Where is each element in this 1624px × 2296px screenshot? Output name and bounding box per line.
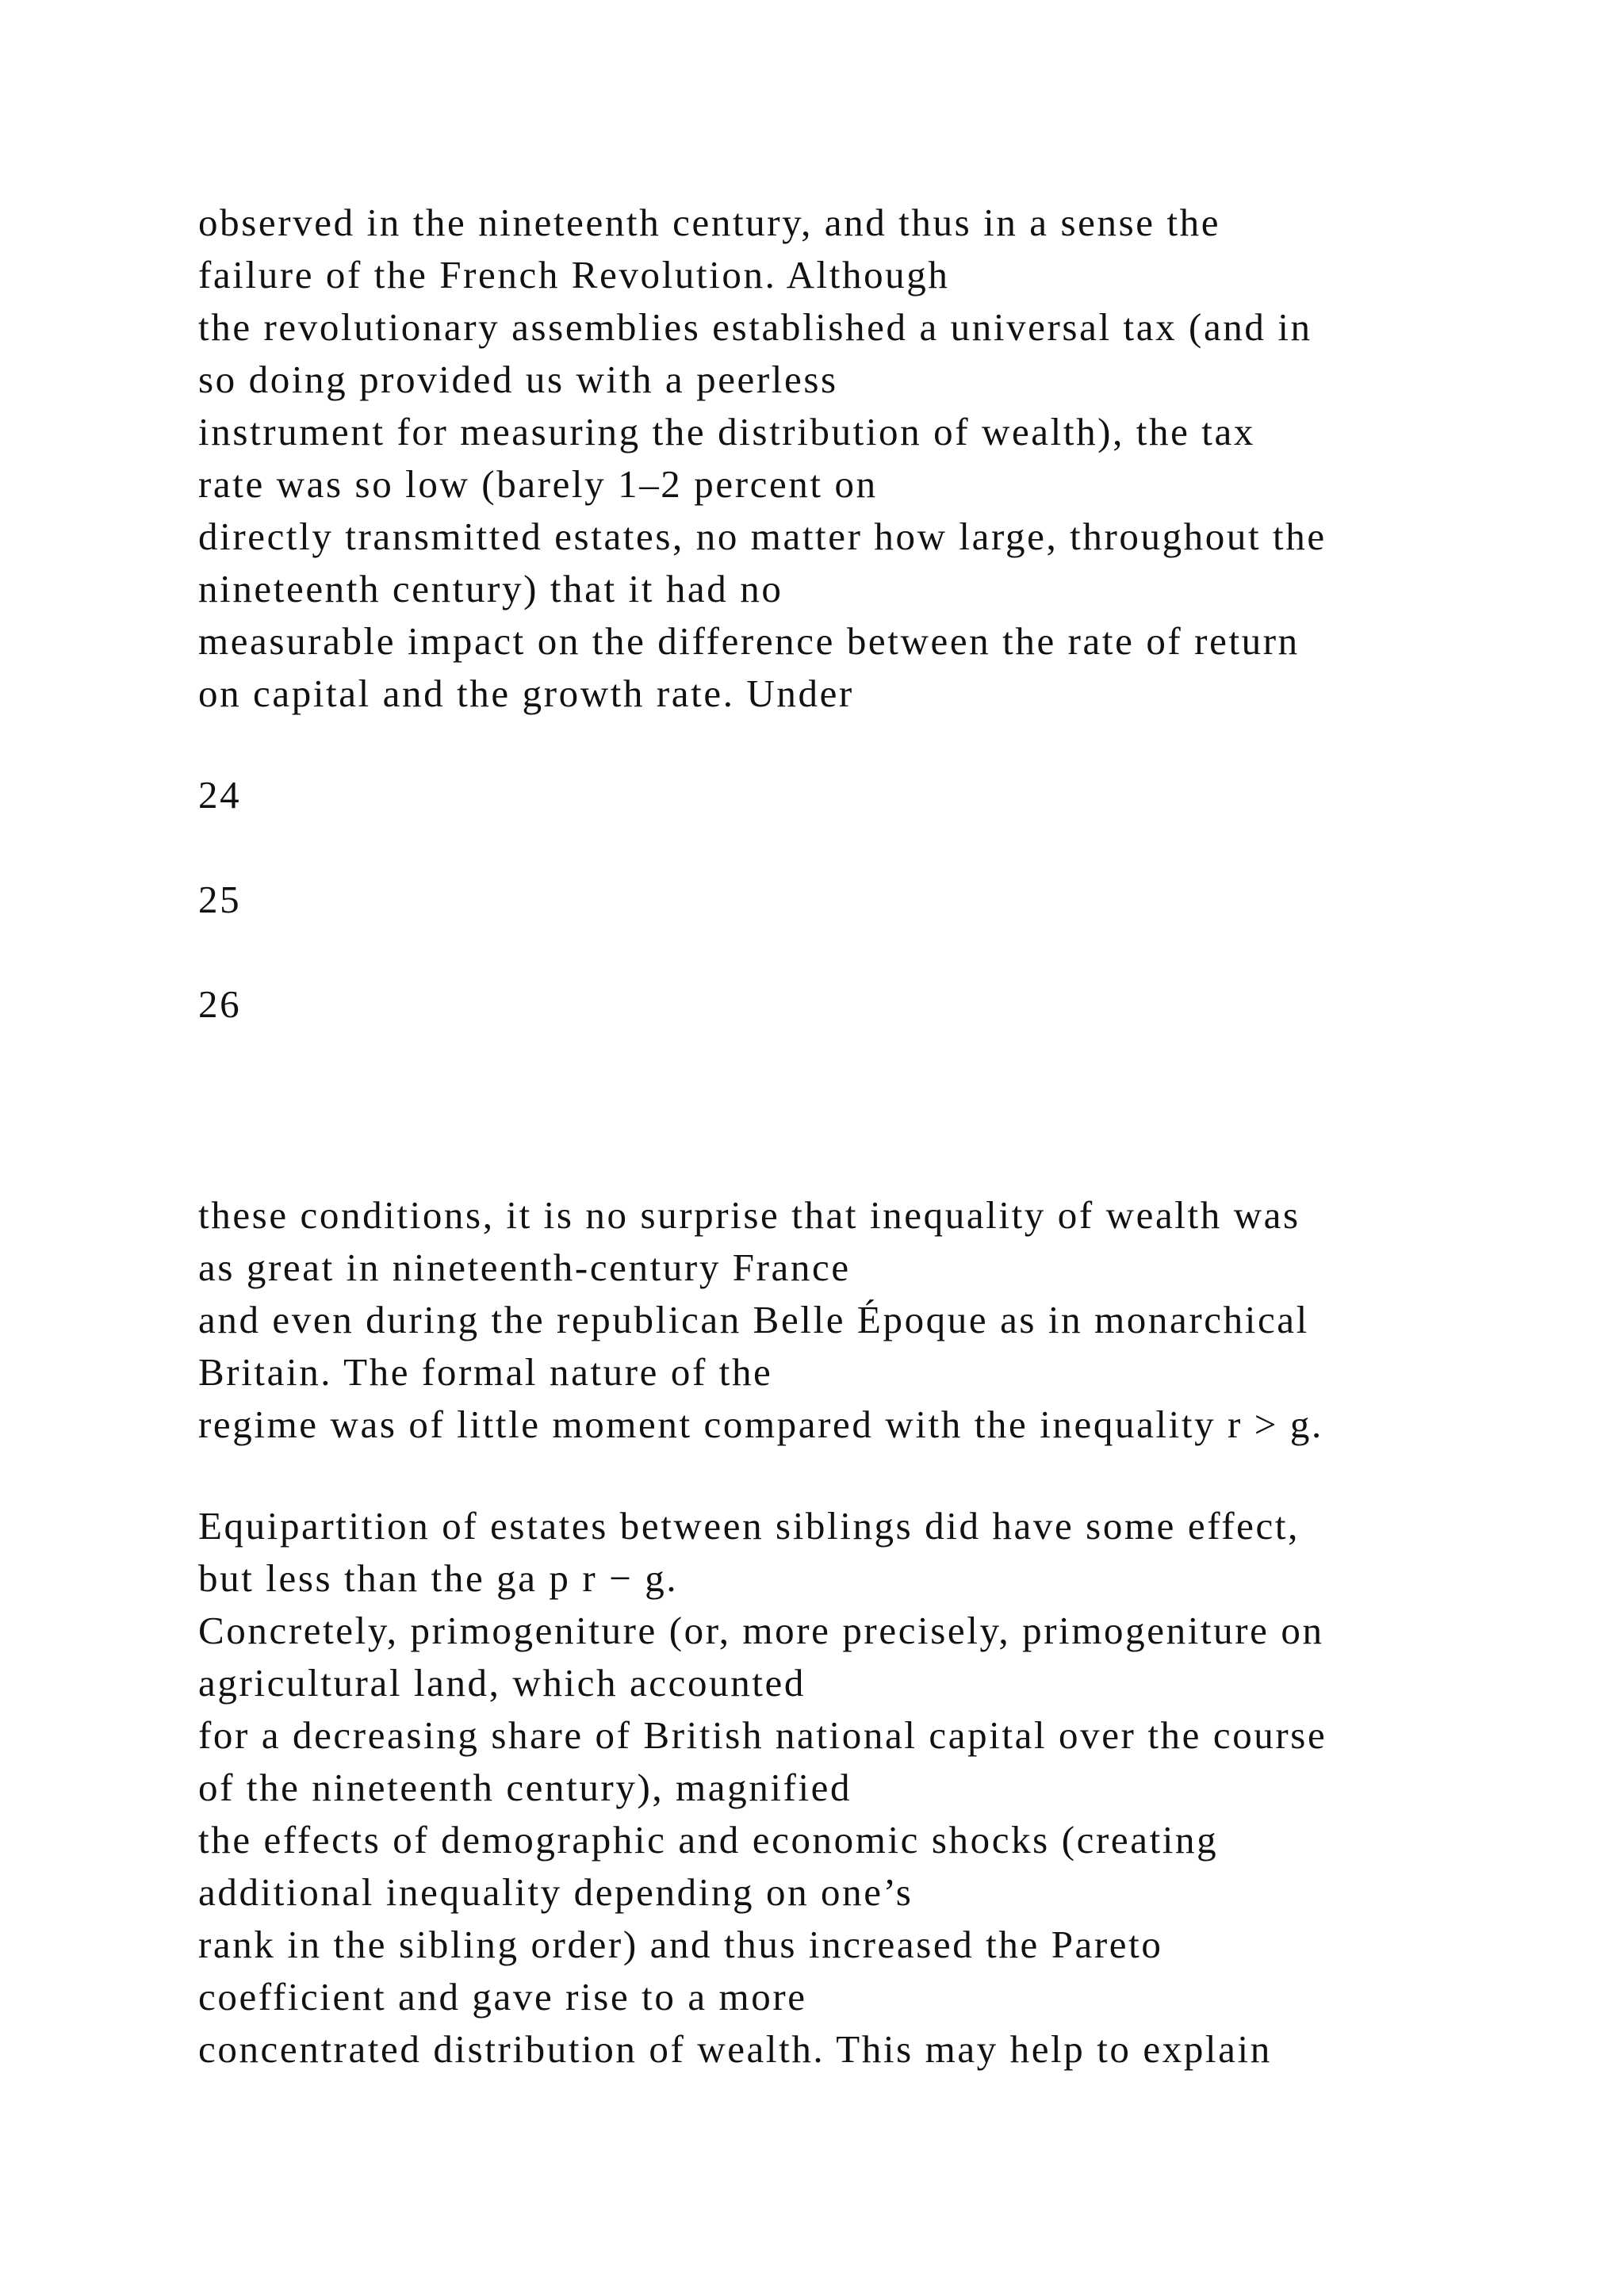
paragraph-inequality-conditions [198, 1189, 1618, 1451]
text-line: failure of the French Revolution. Although [198, 253, 950, 297]
text-line: but less than the ga p r − g. [198, 1556, 679, 1600]
text-line: regime was of little moment compared with the inequality r > g. [198, 1402, 1323, 1446]
text-line: for a decreasing share of British national capital over the course [198, 1713, 1327, 1757]
text-line: the effects of demographic and economic shocks (creating [198, 1818, 1219, 1862]
text-line: instrument for measuring the distribution of wealth), the tax [198, 410, 1255, 453]
paragraph-equipartition [198, 1500, 1618, 2076]
text-line: Concretely, primogeniture (or, more precisely, primogeniture on [198, 1609, 1324, 1652]
text-line: Britain. The formal nature of the [198, 1350, 773, 1394]
text-line: rank in the sibling order) and thus increased the Pareto [198, 1923, 1163, 1966]
paragraph-revolution-tax [198, 197, 1618, 720]
footnote-number: 26 [198, 982, 242, 1026]
text-line: so doing provided us with a peerless [198, 358, 838, 401]
text-line: nineteenth century) that it had no [198, 567, 783, 610]
text-line: observed in the nineteenth century, and thus in a sense the [198, 201, 1221, 244]
text-line: these conditions, it is no surprise that inequality of wealth was [198, 1193, 1300, 1237]
text-line: the revolutionary assemblies established a universal tax (and in [198, 305, 1312, 349]
text-line: coefficient and gave rise to a more [198, 1975, 807, 2019]
text-line: as great in nineteenth-century France [198, 1246, 851, 1289]
footnote-numbers [198, 769, 1618, 1031]
text-line: Equipartition of estates between siblings did have some effect, [198, 1504, 1300, 1548]
footnote-number: 24 [198, 773, 242, 817]
text-line: directly transmitted estates, no matter how large, throughout the [198, 515, 1327, 558]
text-line: additional inequality depending on one’s [198, 1870, 914, 1914]
text-line: agricultural land, which accounted [198, 1661, 806, 1705]
text-line: and even during the republican Belle Époque as in monarchical [198, 1298, 1309, 1341]
text-line: rate was so low (barely 1–2 percent on [198, 462, 878, 506]
text-line: on capital and the growth rate. Under [198, 672, 854, 715]
text-line: measurable impact on the difference between the rate of return [198, 619, 1300, 663]
footnote-number: 25 [198, 878, 242, 921]
text-line: concentrated distribution of wealth. This may help to explain [198, 2027, 1272, 2071]
text-line: of the nineteenth century), magnified [198, 1766, 852, 1809]
